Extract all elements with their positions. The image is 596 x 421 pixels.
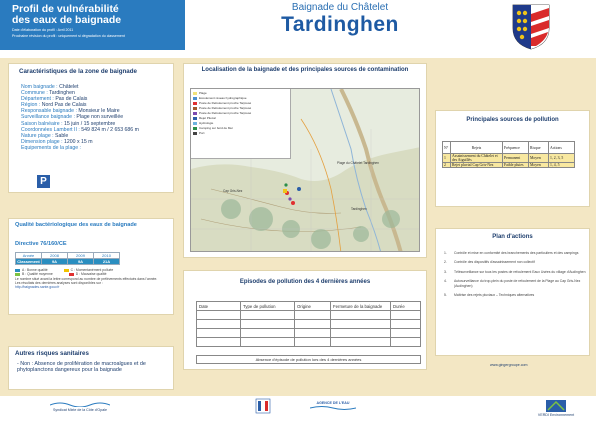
episodes-table <box>196 301 421 347</box>
characteristic-value: Monsieur le Maire <box>78 108 120 115</box>
table-row <box>197 338 421 347</box>
characteristic-key: Nom baignade : <box>21 84 60 90</box>
beach-name: Baignade du Châtelet <box>291 2 389 13</box>
quality-panel <box>8 218 174 315</box>
characteristic-value: 549 824 m / 2 653 686 m <box>81 126 139 133</box>
characteristic-key: Dimension plage : <box>21 138 64 145</box>
sources-panel <box>435 110 590 207</box>
class-cell: 9A <box>42 259 68 265</box>
characteristic-value: Pas de Calais <box>55 96 88 103</box>
map-legend-label: Ecoulement réseau hydrographique <box>199 96 247 100</box>
table-header-cell: Origine <box>295 302 331 311</box>
agence-logo <box>310 401 356 412</box>
table-row <box>443 154 575 163</box>
action-plan-panel <box>435 228 590 356</box>
legend-swatch <box>15 273 20 276</box>
episodes-title: Episodes de pollution des 4 dernières années <box>239 279 371 285</box>
map-legend-label: Camping sur bord de Mer <box>199 126 234 130</box>
action-text: Contrôle des dispositifs d'assainissement non collectif <box>454 260 535 265</box>
gov-emblem-icon <box>255 398 271 414</box>
sources-title: Principales sources de pollution <box>466 117 559 123</box>
action-item <box>444 279 586 288</box>
characteristics-list <box>21 84 139 151</box>
action-number: 4. <box>444 279 447 284</box>
action-number: 5. <box>444 293 447 298</box>
risks-title: Autres risques sanitaires <box>15 350 89 357</box>
action-text: Autosurveillance du trop-plein du poste de refoulement de la Plage au Cap Gris-Nez (Audinghen) <box>454 279 581 288</box>
source-number: 1 <box>443 154 451 163</box>
map-panel <box>183 63 427 258</box>
table-header-cell: Rejets <box>451 142 503 154</box>
map-legend-swatch <box>193 102 197 105</box>
verdi-logo-text: VERDI Environnement <box>537 413 575 417</box>
table-header-cell: Date <box>197 302 241 311</box>
source-frequency: Permanent <box>503 154 529 163</box>
action-item <box>444 270 586 274</box>
map-legend-swatch <box>193 127 197 130</box>
class-cell: 21A <box>94 259 120 265</box>
header <box>0 0 596 58</box>
table-header-cell: Actions <box>549 142 575 154</box>
characteristic-key: Commune : <box>21 90 50 97</box>
action-plan-title: Plan d'actions <box>492 234 533 240</box>
map-legend-label: Poste de Refoulement proche Tarpresé <box>199 101 252 105</box>
action-text: Télésurveillance sur tous les postes de refoulement Eaux Usées du village d'Audinghen <box>454 269 586 274</box>
legend-swatch <box>15 269 20 272</box>
results-link[interactable]: http://baignades.sante.gouv.fr <box>15 285 60 289</box>
agence-wave-icon <box>310 405 356 411</box>
title-line-1: Profil de vulnérabilité <box>12 3 119 15</box>
action-number: 2. <box>444 260 447 265</box>
source-frequency: Faible pluies <box>503 163 529 168</box>
map-legend-label: Plage <box>199 91 207 95</box>
quality-title: Qualité bactériologique des eaux de baignade <box>15 222 137 228</box>
source-actions: 1, 2, 3, 5 <box>549 154 575 163</box>
characteristic-value: 15 juin / 15 septembre <box>63 120 116 127</box>
table-header-cell: Fermeture de la baignade <box>331 302 391 311</box>
characteristics-title: Caractéristiques de la zone de baignade <box>19 68 137 75</box>
map-legend-label: Poste de Refoulement proche Tarpresé <box>199 111 252 115</box>
characteristic-value: Tardinghen <box>49 90 75 97</box>
episodes-note: Absence d'épisode de pollution lors des 4 dernières années <box>196 355 421 364</box>
map-legend-label: Port <box>199 131 205 135</box>
table-header-cell: N° <box>443 142 451 154</box>
map-legend-label: Hydrologie <box>199 121 214 125</box>
location-heading <box>190 2 490 37</box>
quality-notes <box>15 277 170 289</box>
action-item <box>444 260 586 264</box>
map-legend-swatch <box>193 97 197 100</box>
characteristic-value: Nord Pas de Calais <box>41 102 87 109</box>
coat-of-arms-icon <box>512 4 550 50</box>
action-text: Contrôle et mise en conformité des branchements des particuliers et des campings <box>454 251 579 255</box>
year-cell: 2009 <box>68 253 94 259</box>
map-legend-swatch <box>193 92 197 95</box>
town-name: Tardinghen <box>281 13 399 36</box>
syndicat-logo-text: Syndicat Mixte de la Côte d'Opale <box>52 408 108 412</box>
table-header-cell: Risque <box>529 142 549 154</box>
map-label-town: Tardinghen <box>351 207 367 211</box>
action-text: Maîtrise des rejets pluviaux – Techniques alternatives <box>454 293 535 298</box>
map-legend-swatch <box>193 122 197 125</box>
website-link[interactable]: www.gingergroupe.com <box>490 363 528 367</box>
parking-icon: P <box>37 175 50 188</box>
characteristic-key: Coordonnées Lambert II : <box>21 126 82 133</box>
episodes-panel <box>183 270 427 370</box>
action-item <box>444 251 586 255</box>
characteristic-value: Sable <box>55 132 69 139</box>
quality-table <box>15 252 120 265</box>
characteristic-value: Plage non surveillée <box>76 114 124 121</box>
legend-label: C : Momentanément polluée <box>70 268 114 272</box>
location-map <box>190 88 420 252</box>
source-actions: 1, 4, 5 <box>549 163 575 168</box>
class-label: Classement <box>17 259 40 264</box>
table-header-cell: Type de pollution <box>241 302 295 311</box>
table-header-cell: Durée <box>391 302 421 311</box>
characteristic-value: Châtelet <box>59 84 79 90</box>
legend-swatch <box>64 269 69 272</box>
characteristic-row <box>21 145 139 151</box>
characteristic-value: 1200 x 15 m <box>63 138 93 145</box>
year-cell: 2010 <box>94 253 120 259</box>
year-label: Année <box>16 253 42 259</box>
characteristic-key: Région : <box>21 102 42 109</box>
action-number: 1. <box>444 251 447 255</box>
legend-item <box>15 272 53 276</box>
risks-text: - Non : Absence de prolifération de macroalgues et de phytoplanctons dangereux pour la baignade <box>17 361 146 374</box>
syndicat-logo <box>50 401 110 412</box>
characteristic-key: Equipements de la plage : <box>21 144 81 151</box>
source-rejet: Assainissement du Châtelet et des Aiguillès <box>451 154 503 163</box>
map-legend-swatch <box>193 112 197 115</box>
map-legend-swatch <box>193 132 197 135</box>
verdi-logo <box>536 400 576 417</box>
agence-logo-text: AGENCE DE L'EAU <box>316 401 350 405</box>
map-legend-swatch <box>193 107 197 110</box>
quality-note: Le nombre situé avant la lettre correspond au nombre de prélèvements effectués dans l'année. <box>15 277 158 281</box>
characteristic-key: Saison balnéaire : <box>21 120 64 127</box>
characteristic-key: Surveillance baignade : <box>21 114 77 121</box>
table-row <box>443 163 575 168</box>
map-legend-label: Poste de Refoulement proche Tarpresé <box>199 106 252 110</box>
table-row <box>197 320 421 329</box>
action-item <box>444 293 586 297</box>
source-rejet: Rejet pluvial Cap Gris-Nez <box>451 163 503 168</box>
characteristic-key: Responsable baignade : <box>21 108 79 115</box>
title-block <box>0 0 185 50</box>
characteristic-key: Département : <box>21 96 56 103</box>
legend-label: A : Bonne qualité <box>22 268 48 272</box>
table-header-cell: Fréquence <box>503 142 529 154</box>
title-line-2: des eaux de baignade <box>12 14 122 26</box>
legend-label: B : Qualité moyenne <box>22 272 53 277</box>
table-row <box>197 311 421 320</box>
map-legend-item <box>193 131 288 136</box>
source-risk: Moyen <box>529 154 549 163</box>
quality-legend <box>15 268 175 276</box>
legend-swatch <box>69 273 74 276</box>
wave-icon <box>50 401 110 407</box>
risks-panel <box>8 346 174 390</box>
action-number: 3. <box>444 269 447 274</box>
sources-table <box>442 141 575 168</box>
map-label-beach: Plage du Châtelet Tardinghen <box>337 161 379 165</box>
map-label-cape: Cap Gris-Nez <box>223 189 243 193</box>
characteristic-key: Nature plage : <box>21 132 56 139</box>
map-legend-swatch <box>193 117 197 120</box>
gov-logo <box>252 398 274 415</box>
quality-directive: Directive 76/160/CE <box>15 241 67 247</box>
year-cell: 2008 <box>42 253 68 259</box>
quality-note: Les résultats des dernières analyses sont disponibles sur : <box>15 281 103 285</box>
legend-item <box>69 272 107 276</box>
footer <box>0 396 596 421</box>
verdi-emblem-icon <box>546 400 566 412</box>
map-legend <box>191 89 291 159</box>
legend-label: D : Mauvaise qualité <box>75 272 107 277</box>
characteristics-panel <box>8 63 174 193</box>
profile-date: Date d'élaboration du profil : Avril 2011 <box>12 28 74 32</box>
table-row <box>197 329 421 338</box>
source-risk: Moyen <box>529 163 549 168</box>
class-cell: 9A <box>68 259 94 265</box>
action-plan-list <box>444 251 586 303</box>
map-legend-label: Rejet Pluvial <box>199 116 216 120</box>
profile-revision: Prochaine révision du profil : uniquement si dégradation du classement <box>12 34 125 39</box>
map-title: Localisation de la baignade et des principales sources de contamination <box>201 67 409 73</box>
source-number: 2 <box>443 163 451 168</box>
